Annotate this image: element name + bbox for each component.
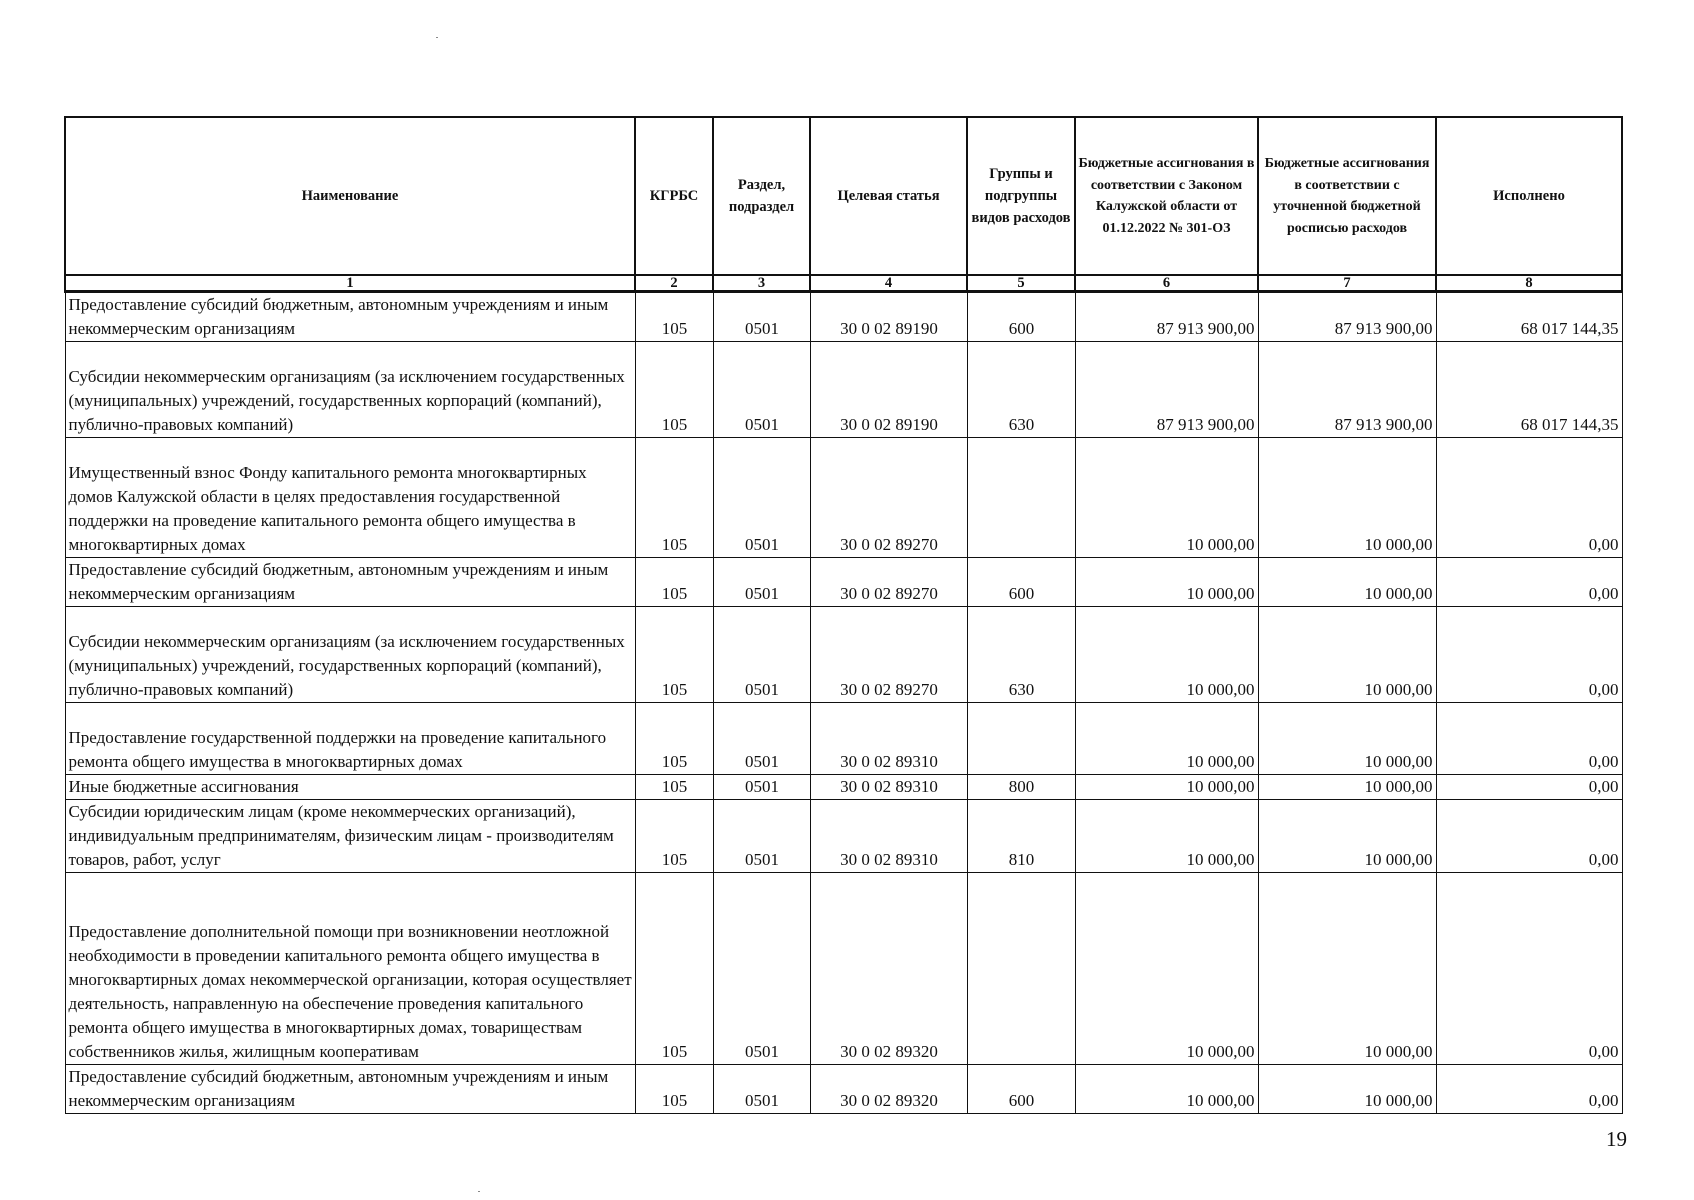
row-section: 0501 (713, 1065, 810, 1114)
row-group (967, 703, 1075, 775)
header-kgrbs: КГРБС (635, 117, 713, 275)
row-group: 600 (967, 1065, 1075, 1114)
row-kgrbs: 105 (635, 1065, 713, 1114)
row-law-amount: 10 000,00 (1075, 1065, 1258, 1114)
row-group: 630 (967, 342, 1075, 438)
header-groups: Группы и подгруппы видов расходов (967, 117, 1075, 275)
row-law-amount: 10 000,00 (1075, 558, 1258, 607)
row-executed-amount: 0,00 (1436, 800, 1622, 873)
row-group: 600 (967, 292, 1075, 342)
row-law-amount: 87 913 900,00 (1075, 292, 1258, 342)
row-executed-amount: 0,00 (1436, 607, 1622, 703)
row-roster-amount: 10 000,00 (1258, 873, 1436, 1065)
row-roster-amount: 10 000,00 (1258, 703, 1436, 775)
row-roster-amount: 10 000,00 (1258, 438, 1436, 558)
column-number: 1 (65, 275, 635, 292)
row-target: 30 0 02 89270 (810, 607, 967, 703)
table-row (65, 873, 1622, 1065)
row-kgrbs: 105 (635, 873, 713, 1065)
row-name: Предоставление субсидий бюджетным, автономным учреждениям и иным некоммерческим организациям (65, 1065, 635, 1114)
row-executed-amount: 0,00 (1436, 558, 1622, 607)
row-section: 0501 (713, 607, 810, 703)
row-kgrbs: 105 (635, 775, 713, 800)
scan-speck (478, 1191, 480, 1192)
row-executed-amount: 0,00 (1436, 873, 1622, 1065)
row-roster-amount: 87 913 900,00 (1258, 292, 1436, 342)
row-law-amount: 10 000,00 (1075, 438, 1258, 558)
row-group: 630 (967, 607, 1075, 703)
table-row (65, 1065, 1622, 1114)
row-law-amount: 10 000,00 (1075, 775, 1258, 800)
row-kgrbs: 105 (635, 703, 713, 775)
row-executed-amount: 0,00 (1436, 438, 1622, 558)
row-section: 0501 (713, 558, 810, 607)
table-row (65, 703, 1622, 775)
row-executed-amount: 68 017 144,35 (1436, 342, 1622, 438)
table-row (65, 607, 1622, 703)
table-row (65, 775, 1622, 800)
row-target: 30 0 02 89310 (810, 800, 967, 873)
row-target: 30 0 02 89270 (810, 558, 967, 607)
page-number: 19 (1606, 1127, 1627, 1151)
row-roster-amount: 10 000,00 (1258, 558, 1436, 607)
row-section: 0501 (713, 703, 810, 775)
row-law-amount: 10 000,00 (1075, 607, 1258, 703)
row-kgrbs: 105 (635, 607, 713, 703)
row-group (967, 873, 1075, 1065)
column-number: 2 (635, 275, 713, 292)
row-name: Субсидии некоммерческим организациям (за исключением государственных (муниципальных) учреждений, государственных корпораций (компаний), публично-правовых компаний) (65, 342, 635, 438)
row-section: 0501 (713, 342, 810, 438)
row-name: Предоставление субсидий бюджетным, автономным учреждениям и иным некоммерческим организациям (65, 558, 635, 607)
row-executed-amount: 0,00 (1436, 775, 1622, 800)
column-number: 3 (713, 275, 810, 292)
table-row (65, 438, 1622, 558)
row-kgrbs: 105 (635, 438, 713, 558)
row-kgrbs: 105 (635, 800, 713, 873)
table-header (65, 117, 1622, 292)
header-row (65, 117, 1622, 275)
budget-table (64, 116, 1623, 1114)
column-number: 8 (1436, 275, 1622, 292)
row-group (967, 438, 1075, 558)
column-number-row (65, 275, 1622, 292)
row-roster-amount: 10 000,00 (1258, 607, 1436, 703)
row-target: 30 0 02 89320 (810, 873, 967, 1065)
row-law-amount: 10 000,00 (1075, 800, 1258, 873)
row-group: 600 (967, 558, 1075, 607)
row-target: 30 0 02 89310 (810, 775, 967, 800)
scan-speck (436, 37, 438, 38)
row-executed-amount: 0,00 (1436, 1065, 1622, 1114)
table-row (65, 558, 1622, 607)
row-group: 800 (967, 775, 1075, 800)
row-law-amount: 87 913 900,00 (1075, 342, 1258, 438)
row-kgrbs: 105 (635, 292, 713, 342)
header-law: Бюджетные ассигнования в соответствии с Законом Калужской области от 01.12.2022 № 301-ОЗ (1075, 117, 1258, 275)
header-roster: Бюджетные ассигнования в соответствии с уточненной бюджетной росписью расходов (1258, 117, 1436, 275)
row-section: 0501 (713, 438, 810, 558)
row-target: 30 0 02 89190 (810, 342, 967, 438)
table-row (65, 800, 1622, 873)
row-target: 30 0 02 89270 (810, 438, 967, 558)
row-kgrbs: 105 (635, 342, 713, 438)
row-law-amount: 10 000,00 (1075, 703, 1258, 775)
row-section: 0501 (713, 800, 810, 873)
table-row (65, 342, 1622, 438)
column-number: 5 (967, 275, 1075, 292)
column-number: 4 (810, 275, 967, 292)
row-executed-amount: 68 017 144,35 (1436, 292, 1622, 342)
row-target: 30 0 02 89320 (810, 1065, 967, 1114)
header-executed: Исполнено (1436, 117, 1622, 275)
row-section: 0501 (713, 775, 810, 800)
header-name: Наименование (65, 117, 635, 275)
table-row (65, 292, 1622, 342)
header-target: Целевая статья (810, 117, 967, 275)
row-section: 0501 (713, 873, 810, 1065)
row-target: 30 0 02 89190 (810, 292, 967, 342)
row-section: 0501 (713, 292, 810, 342)
row-name: Предоставление государственной поддержки на проведение капитального ремонта общего имущества в многоквартирных домах (65, 703, 635, 775)
row-name: Имущественный взнос Фонду капитального ремонта многоквартирных домов Калужской области в целях предоставления государственной поддержки на проведение капитального ремонта общего имущества в многоквартирных домах (65, 438, 635, 558)
column-number: 6 (1075, 275, 1258, 292)
row-name: Предоставление дополнительной помощи при возникновении неотложной необходимости в проведении капитального ремонта общего имущества в многоквартирных домах некоммерческой организации, которая осуществляет деятельность, направленную на обеспечение проведения капитального ремонта общего имущества в многоквартирных домах, товариществам собственников жилья, жилищным кооперативам (65, 873, 635, 1065)
row-roster-amount: 10 000,00 (1258, 775, 1436, 800)
header-section: Раздел, подраздел (713, 117, 810, 275)
row-executed-amount: 0,00 (1436, 703, 1622, 775)
row-law-amount: 10 000,00 (1075, 873, 1258, 1065)
row-roster-amount: 10 000,00 (1258, 1065, 1436, 1114)
row-name: Предоставление субсидий бюджетным, автономным учреждениям и иным некоммерческим организациям (65, 292, 635, 342)
row-group: 810 (967, 800, 1075, 873)
row-target: 30 0 02 89310 (810, 703, 967, 775)
row-name: Иные бюджетные ассигнования (65, 775, 635, 800)
row-kgrbs: 105 (635, 558, 713, 607)
row-name: Субсидии некоммерческим организациям (за исключением государственных (муниципальных) учреждений, государственных корпораций (компаний), публично-правовых компаний) (65, 607, 635, 703)
column-number: 7 (1258, 275, 1436, 292)
row-roster-amount: 87 913 900,00 (1258, 342, 1436, 438)
table-body (65, 292, 1622, 1114)
row-name: Субсидии юридическим лицам (кроме некоммерческих организаций), индивидуальным предпринимателям, физическим лицам - производителям товаров, работ, услуг (65, 800, 635, 873)
row-roster-amount: 10 000,00 (1258, 800, 1436, 873)
